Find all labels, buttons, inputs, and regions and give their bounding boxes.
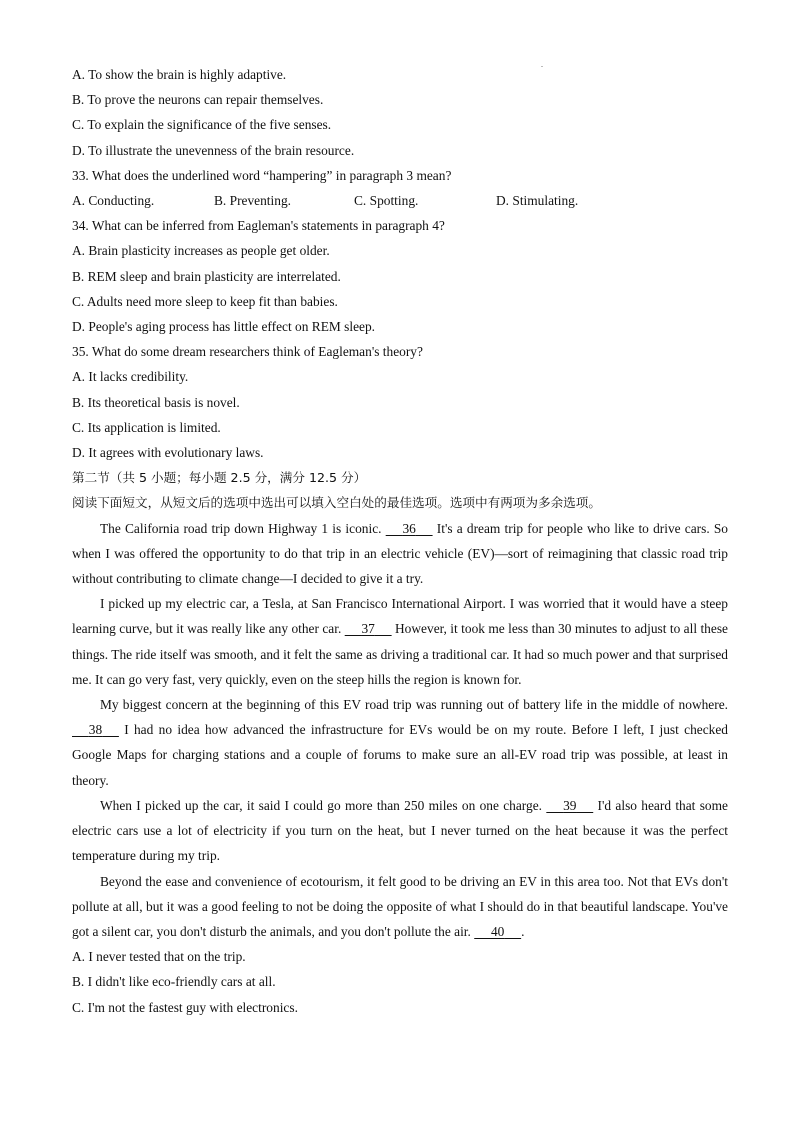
p5-text-a: Beyond the ease and convenience of ecotourism, it felt good to be driving an EV in this area too. Not that EVs don't pollute at all, but it was a good feeling to not be doing the opposite of what I should do in that beautiful landscape. You've got a silent car, you don't disturb the animals, and you don't pollute the air.	[72, 873, 728, 939]
p1-text-a: The California road trip down Highway 1 is iconic.	[100, 520, 382, 536]
question-34	[72, 213, 728, 339]
q35-option-c: C. Its application is limited.	[72, 419, 221, 435]
q34-option-c: C. Adults need more sleep to keep fit than babies.	[72, 293, 338, 309]
answer-option-c: C. I'm not the fastest guy with electronics.	[72, 999, 298, 1015]
blank-36-number: 36	[402, 520, 416, 536]
blank-38-number: 38	[88, 722, 103, 738]
q33-stem: 33. What does the underlined word “hampering” in paragraph 3 mean?	[72, 167, 452, 183]
section-heading: 第二节（共 5 小题；每小题 2.5 分，满分 12.5 分）	[72, 470, 367, 486]
q34-option-d: D. People's aging process has little effect on REM sleep.	[72, 319, 376, 335]
q33-option-d: D. Stimulating.	[496, 193, 579, 209]
p4-text-a: When I picked up the car, it said I could go more than 250 miles on one charge.	[100, 797, 543, 813]
passage-paragraph-5	[72, 869, 728, 945]
section-instruction: 阅读下面短文，从短文后的选项中选出可以填入空白处的最佳选项。选项中有两项为多余选项。	[72, 495, 601, 511]
answer-option-b: B. I didn't like eco-friendly cars at all.	[72, 974, 276, 990]
p3-text-a: My biggest concern at the beginning of this EV road trip was running out of battery life in the middle of nowhere.	[100, 697, 728, 713]
p1-text-b: It's a dream trip for people who like to drive cars. So when I was offered the opportunity to do that trip in an electric vehicle (EV)—sort of reimagining that classic road trip without contributing to climate change—I decided to give it a try.	[72, 520, 728, 587]
passage-paragraph-2	[72, 591, 728, 692]
question-33	[72, 163, 728, 213]
q33-option-a: A. Conducting.	[72, 193, 155, 209]
blank-37	[345, 616, 392, 641]
q35-option-a: A. It lacks credibility.	[72, 369, 189, 385]
question-35	[72, 339, 728, 465]
answer-option-a: A. I never tested that on the trip.	[72, 949, 246, 965]
q32-option-c: C. To explain the significance of the five senses.	[72, 117, 332, 133]
passage-paragraph-1	[72, 516, 728, 592]
q33-option-c: C. Spotting.	[354, 193, 419, 209]
q35-stem: 35. What do some dream researchers think of Eagleman's theory?	[72, 344, 423, 360]
q33-options	[72, 188, 728, 213]
q34-option-a: A. Brain plasticity increases as people get older.	[72, 243, 330, 259]
p4-text-b: I'd also heard that some electric cars use a lot of electricity if you turn on the heat, but I never turned on the heat because it was the perfect temperature during my trip.	[72, 797, 728, 864]
q32-option-b: B. To prove the neurons can repair themselves.	[72, 92, 324, 108]
reading-passage	[72, 516, 728, 944]
exam-page	[72, 62, 728, 1020]
blank-36	[386, 516, 433, 541]
p5-period: .	[521, 923, 525, 939]
q35-option-d: D. It agrees with evolutionary laws.	[72, 445, 264, 461]
q33-option-b: B. Preventing.	[214, 193, 291, 209]
passage-paragraph-4	[72, 793, 728, 869]
blank-39	[546, 793, 593, 818]
q32-option-a: A. To show the brain is highly adaptive.	[72, 67, 287, 82]
p2-text-a: I picked up my electric car, a Tesla, at San Francisco International Airport. I was worried that it would have a steep learning curve, but it was really like any other car.	[72, 596, 728, 637]
q32-options	[72, 62, 728, 163]
blank-37-number: 37	[361, 621, 375, 637]
q32-option-d: D. To illustrate the unevenness of the brain resource.	[72, 142, 355, 158]
q34-option-b: B. REM sleep and brain plasticity are interrelated.	[72, 268, 341, 284]
blank-40	[474, 919, 521, 944]
p3-text-b: I had no idea how advanced the infrastructure for EVs would be on my route. Before I left, I just checked Google Maps for charging stations and a couple of forums to make sure an all-EV road trip was possible, at least in theory.	[72, 722, 728, 788]
passage-paragraph-3	[72, 692, 728, 793]
blank-38	[72, 717, 119, 742]
blank-39-number: 39	[563, 797, 577, 813]
q34-stem: 34. What can be inferred from Eagleman's statements in paragraph 4?	[72, 218, 445, 234]
answer-options	[72, 944, 728, 1020]
q35-option-b: B. Its theoretical basis is novel.	[72, 394, 240, 410]
blank-40-number: 40	[490, 923, 505, 939]
p2-text-b: However, it took me less than 30 minutes to adjust to all these things. The ride itself was smooth, and it felt the same as driving a traditional car. It had so much power and that surprised me. It can go very fast, very quickly, even on the steep hills the region is known for.	[72, 621, 728, 687]
